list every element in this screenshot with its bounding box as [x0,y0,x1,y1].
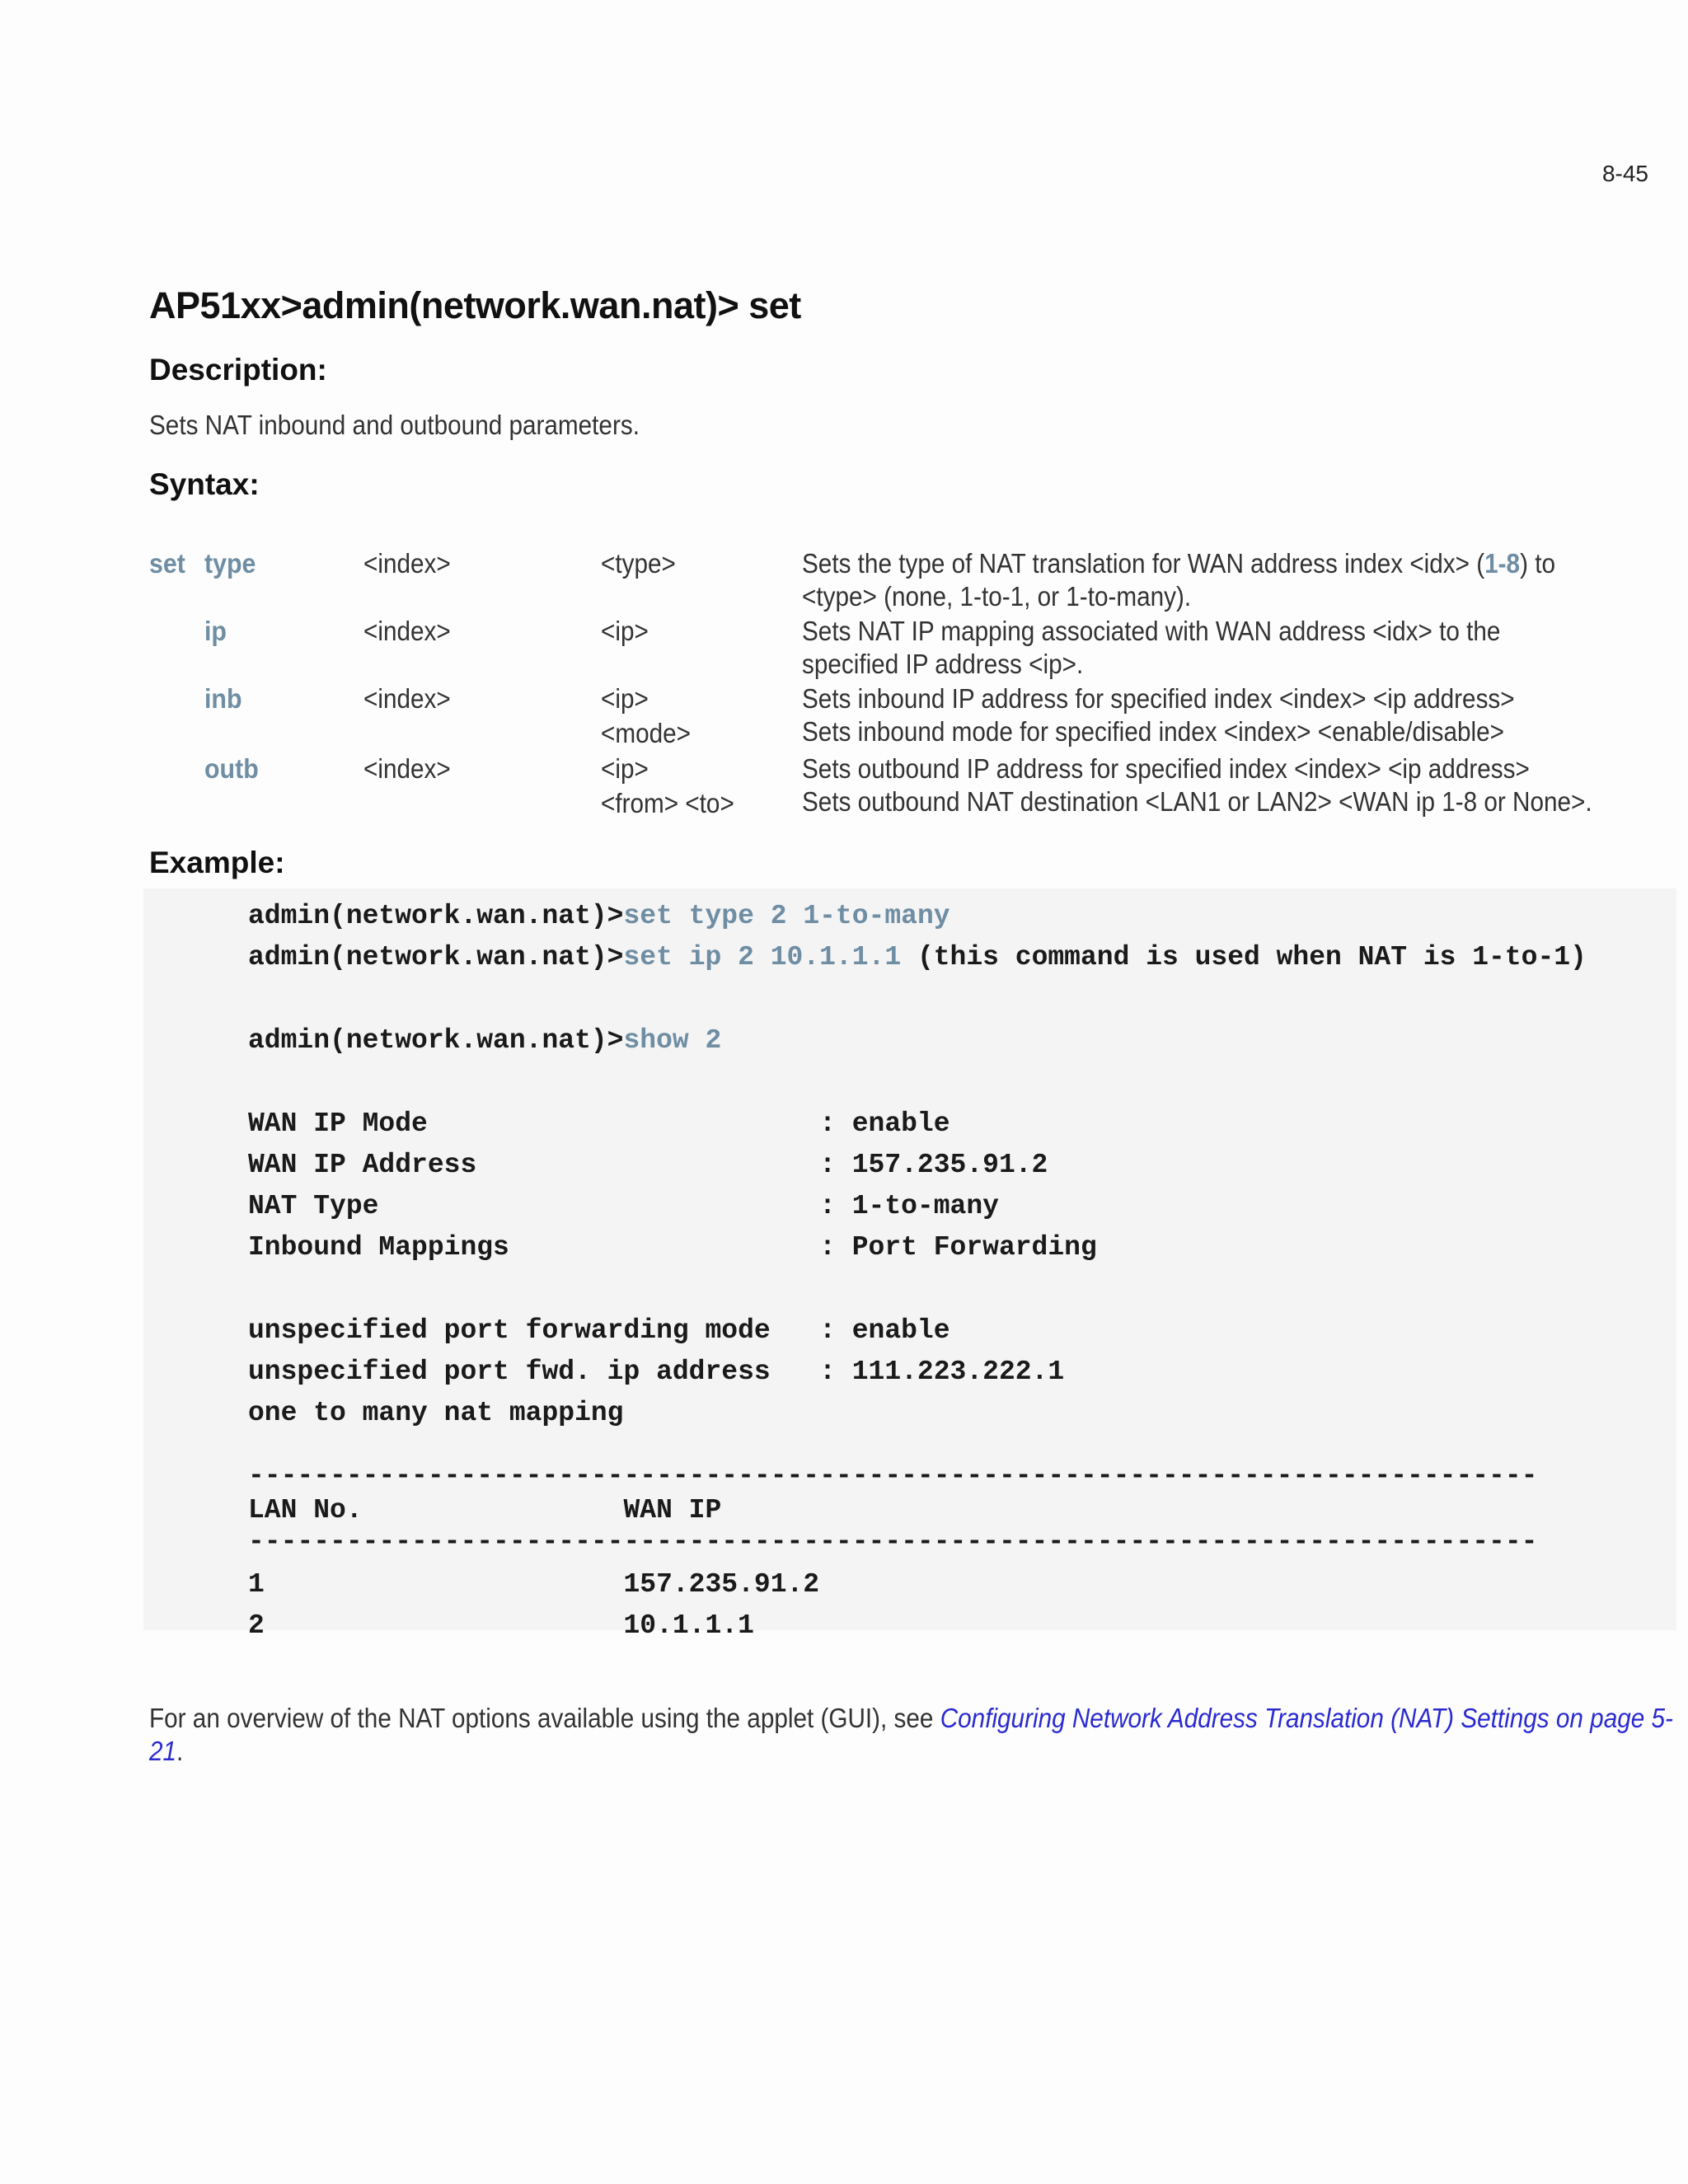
code-line-set-ip: admin(network.wan.nat)>set ip 2 10.1.1.1 (this command is used when NAT is 1-to-1) [248,942,1587,972]
example-heading: Example: [149,846,285,879]
syntax-desc-ip: Sets NAT IP mapping associated with WAN address <idx> to the [802,616,1501,646]
syntax-arg-ip: <ip> [601,683,649,714]
code-command: set ip 2 10.1.1.1 [623,942,902,972]
code-line-show: admin(network.wan.nat)>show 2 [248,1025,722,1056]
code-line-set-type: admin(network.wan.nat)>set type 2 1-to-many [248,901,950,931]
syntax-set-keyword: set [149,548,185,579]
code-divider: ------------------------------------------------------------------------------- [248,1460,1538,1491]
syntax-arg-mode: <mode> [601,718,691,748]
code-output-line: WAN IP Mode : enable [248,1108,950,1139]
syntax-arg-index: <index> [363,548,451,579]
syntax-desc-inb-line2: Sets inbound mode for specified index <index> <enable/disable> [802,716,1505,747]
syntax-desc-type: Sets the type of NAT translation for WAN address index <idx> (1-8) to [802,548,1555,579]
syntax-range-highlight: 1-8 [1484,548,1521,579]
syntax-desc-type-line2: <type> (none, 1-to-1, or 1-to-many). [802,581,1192,612]
syntax-arg-index: <index> [363,683,451,714]
description-heading: Description: [149,353,327,387]
syntax-arg-ip: <ip> [601,616,649,646]
footer-paragraph: For an overview of the NAT options available using the applet (GUI), see Configuring Network Address Translation (NAT) Settings on page 5-21. [149,1703,1673,1766]
syntax-desc-inb: Sets inbound IP address for specified index <index> <ip address> [802,683,1515,714]
syntax-arg-index: <index> [363,753,451,784]
syntax-keyword-inb: inb [204,683,242,714]
syntax-arg-ip: <ip> [601,753,649,784]
syntax-heading: Syntax: [149,467,260,501]
code-output-line: unspecified port fwd. ip address : 111.223.222.1 [248,1357,1065,1387]
code-output-line: one to many nat mapping [248,1398,624,1428]
code-output-line: Inbound Mappings : Port Forwarding [248,1232,1097,1263]
syntax-desc-ip-line2: specified IP address <ip>. [802,649,1084,679]
syntax-keyword-outb: outb [204,753,259,784]
code-output-line: NAT Type : 1-to-many [248,1191,999,1221]
syntax-desc-outb-line2: Sets outbound NAT destination <LAN1 or LAN2> <WAN ip 1-8 or None>. [802,786,1592,817]
cross-reference-link[interactable]: Configuring Network Address Translation (NAT) Settings on page 5-21 [149,1703,1673,1766]
code-command: set type 2 1-to-many [623,901,950,931]
code-table-row: 2 10.1.1.1 [248,1610,754,1641]
syntax-desc-outb: Sets outbound IP address for specified index <index> <ip address> [802,753,1530,784]
syntax-arg-index: <index> [363,616,451,646]
syntax-arg-from-to: <from> <to> [601,788,734,818]
code-output-line: unspecified port forwarding mode : enable [248,1315,950,1346]
syntax-keyword-ip: ip [204,616,227,646]
page-title: AP51xx>admin(network.wan.nat)> set [149,284,801,326]
code-table-row: 1 157.235.91.2 [248,1569,820,1600]
syntax-keyword-type: type [204,548,256,579]
page-number: 8-45 [1601,161,1648,186]
syntax-arg-type: <type> [601,548,676,579]
code-output-line: WAN IP Address : 157.235.91.2 [248,1150,1048,1180]
code-divider: ------------------------------------------------------------------------------- [248,1526,1538,1557]
code-command: show 2 [623,1025,722,1056]
description-text: Sets NAT inbound and outbound parameters. [149,410,640,440]
code-table-header: LAN No. WAN IP [248,1495,722,1526]
